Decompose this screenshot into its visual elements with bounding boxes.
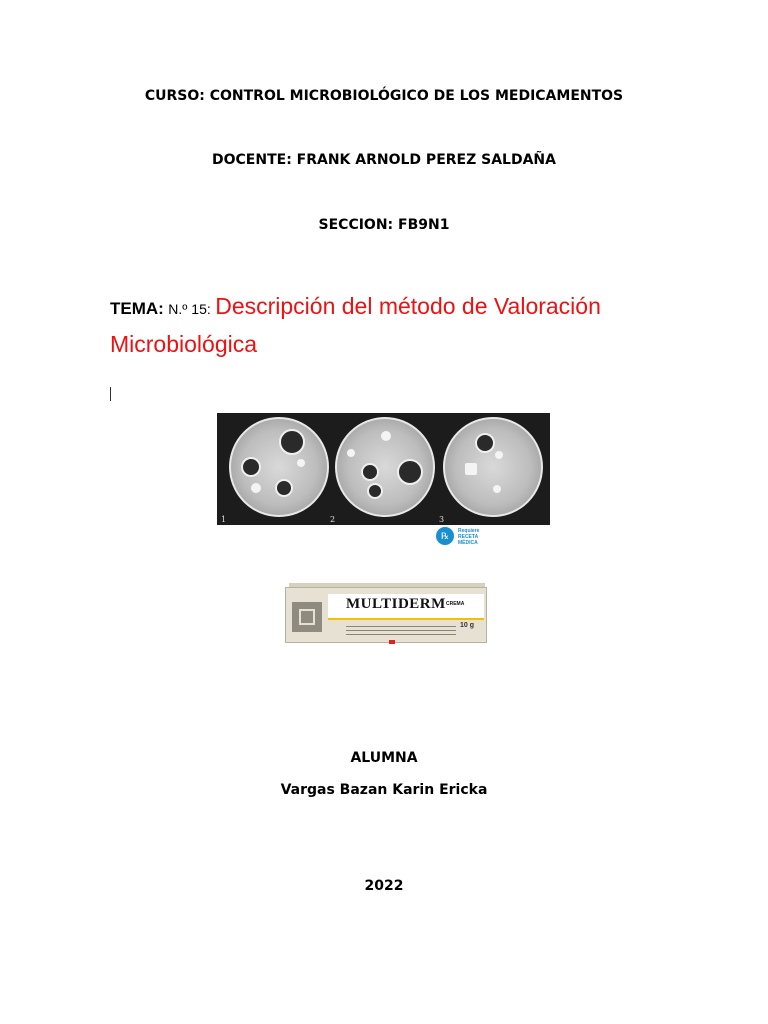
petri-dish-3 xyxy=(443,417,543,517)
lab-logo-icon xyxy=(292,602,322,632)
inhibition-zone xyxy=(279,429,305,455)
year: 2022 xyxy=(364,878,404,894)
topic-title: Descripción del método de Valoración Microbiológica xyxy=(110,293,601,357)
prescription-icon: ℞ xyxy=(436,527,454,545)
inhibition-zone xyxy=(275,479,293,497)
inhibition-zone xyxy=(367,483,383,499)
inhibition-zone xyxy=(361,463,379,481)
petri-dish-1 xyxy=(229,417,329,517)
topic-label: TEMA: xyxy=(110,299,164,318)
plate-number: 1 xyxy=(221,515,227,524)
petri-dish-figure xyxy=(217,413,550,525)
plate-number: 3 xyxy=(439,515,445,524)
text-cursor xyxy=(110,387,111,401)
product-weight: 10 g xyxy=(460,622,475,629)
student-label: ALUMNA xyxy=(350,750,418,766)
section-line: SECCION: FB9N1 xyxy=(318,217,450,233)
prescription-badge xyxy=(436,527,496,545)
teacher-line: DOCENTE: FRANK ARNOLD PEREZ SALDAÑA xyxy=(212,152,556,168)
label-stripe xyxy=(328,618,484,620)
plate-number: 2 xyxy=(330,515,336,524)
label-fine-print xyxy=(346,626,456,636)
student-name: Vargas Bazan Karin Ericka xyxy=(280,782,488,798)
inhibition-zone xyxy=(241,457,261,477)
antibiotic-disk xyxy=(381,431,391,441)
inhibition-zone xyxy=(475,433,495,453)
prescription-text: Requiere RECETA MÉDICA xyxy=(458,528,480,546)
topic-number: N.º 15: xyxy=(168,301,211,317)
red-mark xyxy=(389,640,395,644)
product-brand: MULTIDERM xyxy=(346,596,446,612)
box-front xyxy=(285,587,487,643)
antibiotic-disk xyxy=(465,463,477,475)
inhibition-zone xyxy=(397,459,423,485)
course-line: CURSO: CONTROL MICROBIOLÓGICO DE LOS MEDICAMENTOS xyxy=(144,88,624,104)
antibiotic-disk xyxy=(251,483,261,493)
antibiotic-disk xyxy=(493,485,501,493)
product-box-image xyxy=(285,583,487,643)
product-form: CREMA xyxy=(446,601,465,607)
antibiotic-disk xyxy=(495,451,503,459)
topic-heading xyxy=(110,289,650,365)
antibiotic-disk xyxy=(347,449,355,457)
antibiotic-disk xyxy=(297,459,305,467)
petri-dish-2 xyxy=(335,417,435,517)
